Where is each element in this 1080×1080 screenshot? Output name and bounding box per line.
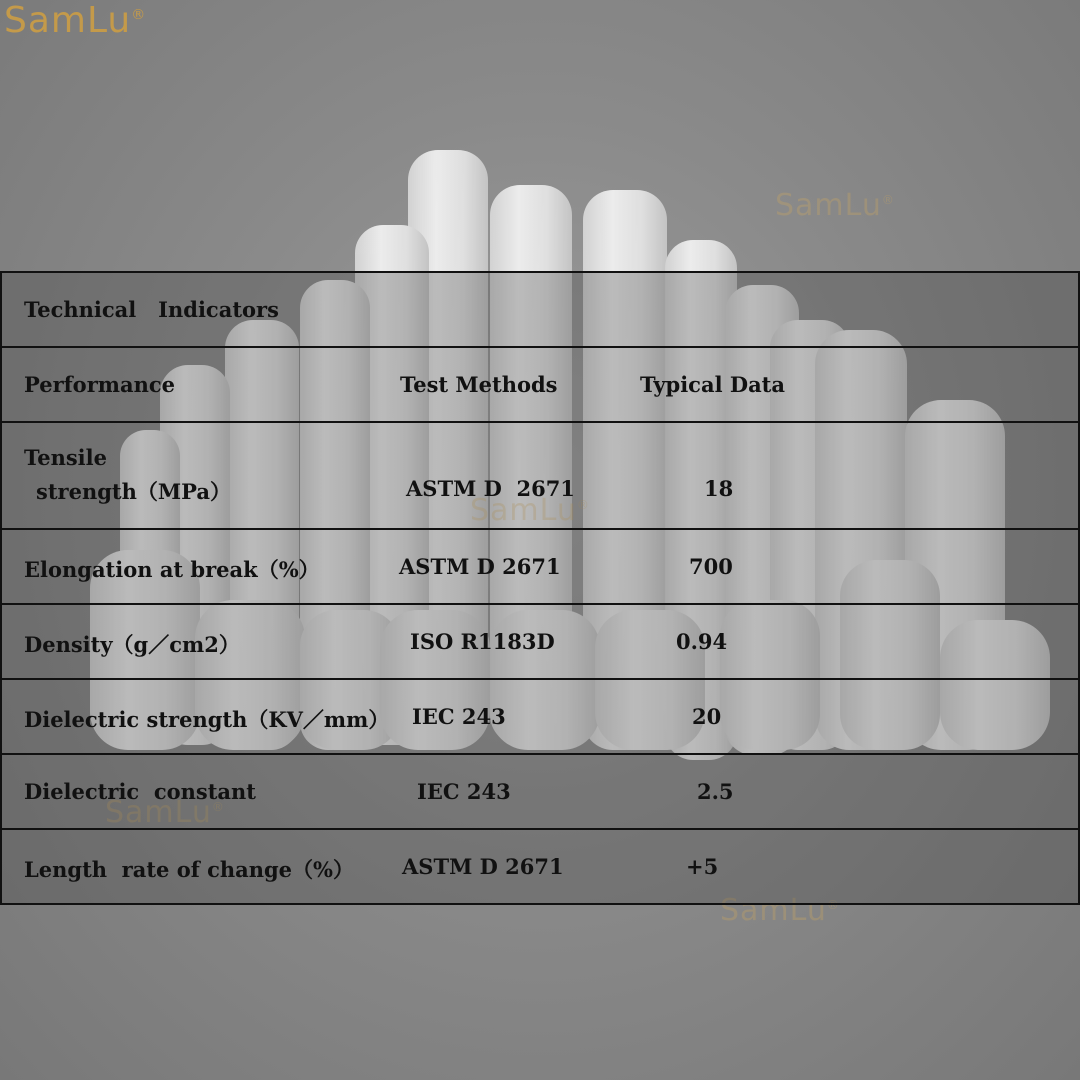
brand-logo <box>4 0 146 41</box>
row-typical-data: 0.94 <box>676 629 728 654</box>
table-title-row <box>0 271 1080 346</box>
row-typical-data: 20 <box>692 704 722 729</box>
table-row <box>0 678 1080 753</box>
row-performance-line2: strength（MPa） <box>36 479 231 504</box>
watermark: SamLu® <box>105 795 225 830</box>
table-row <box>0 828 1080 905</box>
technical-indicators-table <box>0 271 1080 905</box>
row-typical-data: 2.5 <box>697 779 734 804</box>
row-performance: Dielectric constant <box>24 779 256 804</box>
table-row <box>0 753 1080 828</box>
header-typical-data: Typical Data <box>640 372 785 397</box>
row-performance: Dielectric strength（KV／mm） <box>24 707 390 732</box>
row-test-method: ISO R1183D <box>410 629 555 654</box>
row-performance-line1: Tensile <box>24 445 107 470</box>
brand-logo-text: SamLu <box>4 0 132 41</box>
row-performance: Density（g／cm2） <box>24 632 240 657</box>
row-test-method: IEC 243 <box>417 779 511 804</box>
registered-mark: ® <box>131 7 147 23</box>
table-header-row <box>0 346 1080 421</box>
row-typical-data: +5 <box>686 854 719 879</box>
table-row <box>0 603 1080 678</box>
row-test-method: ASTM D 2671 <box>402 854 564 879</box>
table-row <box>0 528 1080 603</box>
row-performance: Length rate of change（%） <box>24 857 354 882</box>
row-test-method: IEC 243 <box>412 704 506 729</box>
row-typical-data: 700 <box>689 554 733 579</box>
row-performance: Elongation at break（%） <box>24 557 320 582</box>
watermark: SamLu® <box>775 188 895 223</box>
table-title: Technical Indicators <box>24 297 279 322</box>
row-typical-data: 18 <box>704 476 734 501</box>
watermark: SamLu® <box>470 493 590 528</box>
header-performance: Performance <box>24 372 175 397</box>
row-test-method: ASTM D 2671 <box>406 476 575 501</box>
watermark: SamLu® <box>720 893 840 928</box>
header-test-methods: Test Methods <box>400 372 558 397</box>
row-test-method: ASTM D 2671 <box>399 554 561 579</box>
table-row <box>0 421 1080 528</box>
